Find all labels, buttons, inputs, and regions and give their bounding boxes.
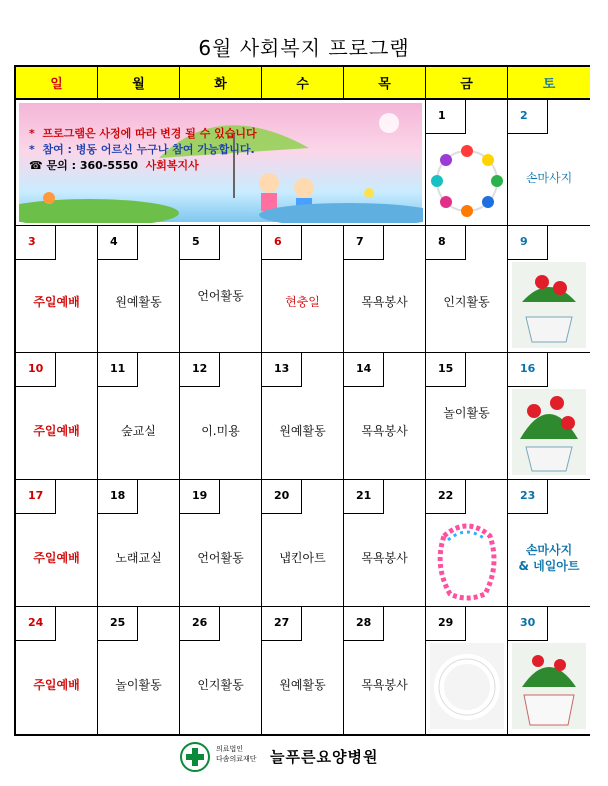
day-number: 26 <box>180 607 220 641</box>
bead-necklace-photo <box>430 516 504 602</box>
day-cell-8 <box>426 226 508 353</box>
hospital-logo-icon <box>180 742 210 772</box>
event-label: 원예활동 <box>279 678 326 692</box>
day-cell-25 <box>98 607 180 734</box>
calendar-grid <box>14 65 590 736</box>
day-cell-11 <box>98 353 180 480</box>
event-label: 주일예배 <box>33 295 80 309</box>
day-number: 4 <box>98 226 138 260</box>
weekday-sun: 일 <box>16 67 98 100</box>
day-cell-26 <box>180 607 262 734</box>
flower-pot-photo <box>512 389 586 475</box>
event-label: 원예활동 <box>115 295 162 309</box>
page-title: 6월 사회복지 프로그램 <box>198 36 410 60</box>
day-number: 10 <box>16 353 56 387</box>
day-cell-30 <box>508 607 590 734</box>
hospital-name: 늘푸른요양병원 <box>270 748 379 766</box>
day-number: 17 <box>16 480 56 514</box>
event-label: 손마사지 <box>525 171 573 185</box>
event-label: 놀이활동 <box>115 678 162 692</box>
weekday-wed: 수 <box>262 67 344 100</box>
day-number: 29 <box>426 607 466 641</box>
day-cell-21 <box>344 480 426 607</box>
day-cell-27 <box>262 607 344 734</box>
day-cell-10 <box>16 353 98 480</box>
day-cell-2 <box>508 100 590 226</box>
weekday-sat: 토 <box>508 67 590 100</box>
day-number: 8 <box>426 226 466 260</box>
day-number: 19 <box>180 480 220 514</box>
day-cell-15 <box>426 353 508 480</box>
event-label: 숲교실 <box>121 424 156 438</box>
banner-line-1: * 프로그램은 사정에 따라 변경 될 수 있습니다 <box>29 127 257 140</box>
weekday-tue: 화 <box>180 67 262 100</box>
event-label: 노래교실 <box>115 551 162 565</box>
day-cell-4 <box>98 226 180 353</box>
day-cell-14 <box>344 353 426 480</box>
day-number: 12 <box>180 353 220 387</box>
day-number: 3 <box>16 226 56 260</box>
day-number: 7 <box>344 226 384 260</box>
event-label: 언어활동 <box>197 551 244 565</box>
day-number: 24 <box>16 607 56 641</box>
day-cell-20 <box>262 480 344 607</box>
day-number: 13 <box>262 353 302 387</box>
event-label: 원예활동 <box>279 424 326 438</box>
day-cell-5 <box>180 226 262 353</box>
day-number: 21 <box>344 480 384 514</box>
day-cell-19 <box>180 480 262 607</box>
day-number: 11 <box>98 353 138 387</box>
day-cell-29 <box>426 607 508 734</box>
event-label: 주일예배 <box>33 551 80 565</box>
day-number: 2 <box>508 100 548 134</box>
day-number: 5 <box>180 226 220 260</box>
day-number: 15 <box>426 353 466 387</box>
weekday-fri: 금 <box>426 67 508 100</box>
day-cell-13 <box>262 353 344 480</box>
day-number: 9 <box>508 226 548 260</box>
day-cell-1 <box>426 100 508 226</box>
hospital-footer <box>180 740 440 774</box>
event-label: 목욕봉사 <box>361 295 408 309</box>
day-cell-3 <box>16 226 98 353</box>
pearl-bracelet-photo <box>430 643 504 729</box>
event-label: 목욕봉사 <box>361 678 408 692</box>
day-cell-9 <box>508 226 590 353</box>
org-name: 의료법인 다솜의료재단 <box>216 745 257 763</box>
event-label: 주일예배 <box>33 424 80 438</box>
event-label: 냅킨아트 <box>279 551 326 565</box>
day-number: 16 <box>508 353 548 387</box>
day-cell-7 <box>344 226 426 353</box>
day-number: 23 <box>508 480 548 514</box>
day-number: 30 <box>508 607 548 641</box>
event-label: 인지활동 <box>197 678 244 692</box>
event-label: 인지활동 <box>443 295 490 309</box>
day-cell-18 <box>98 480 180 607</box>
day-number: 1 <box>426 100 466 134</box>
day-cell-17 <box>16 480 98 607</box>
banner-line-3: ☎ 문의 : 360-5550 사회복지사 <box>29 159 199 172</box>
day-number: 20 <box>262 480 302 514</box>
event-label: 주일예배 <box>33 678 80 692</box>
event-label: 현충일 <box>285 295 320 309</box>
event-label: 손마사지 & 네일아트 <box>518 543 580 573</box>
event-label: 놀이활동 <box>443 406 490 420</box>
event-label: 언어활동 <box>197 289 244 303</box>
banner-line-2: * 참여 : 병동 어르신 누구나 참여 가능합니다. <box>29 143 255 156</box>
day-number: 18 <box>98 480 138 514</box>
notice-banner <box>16 100 426 226</box>
day-cell-6 <box>262 226 344 353</box>
phone-icon: ☎ <box>29 159 43 172</box>
day-number: 25 <box>98 607 138 641</box>
day-cell-16 <box>508 353 590 480</box>
weekday-thu: 목 <box>344 67 426 100</box>
day-number: 14 <box>344 353 384 387</box>
flower-pot-photo <box>512 262 586 348</box>
weekday-mon: 월 <box>98 67 180 100</box>
flower-pot-photo <box>512 643 586 729</box>
event-label: 목욕봉사 <box>361 424 408 438</box>
event-label: 이.미용 <box>201 424 240 438</box>
day-number: 28 <box>344 607 384 641</box>
event-label: 목욕봉사 <box>361 551 408 565</box>
bracelet-photo <box>430 136 504 220</box>
day-cell-22 <box>426 480 508 607</box>
day-cell-12 <box>180 353 262 480</box>
banner-illustration <box>19 103 422 222</box>
day-number: 22 <box>426 480 466 514</box>
day-number: 27 <box>262 607 302 641</box>
day-cell-23 <box>508 480 590 607</box>
day-cell-28 <box>344 607 426 734</box>
day-cell-24 <box>16 607 98 734</box>
day-number: 6 <box>262 226 302 260</box>
